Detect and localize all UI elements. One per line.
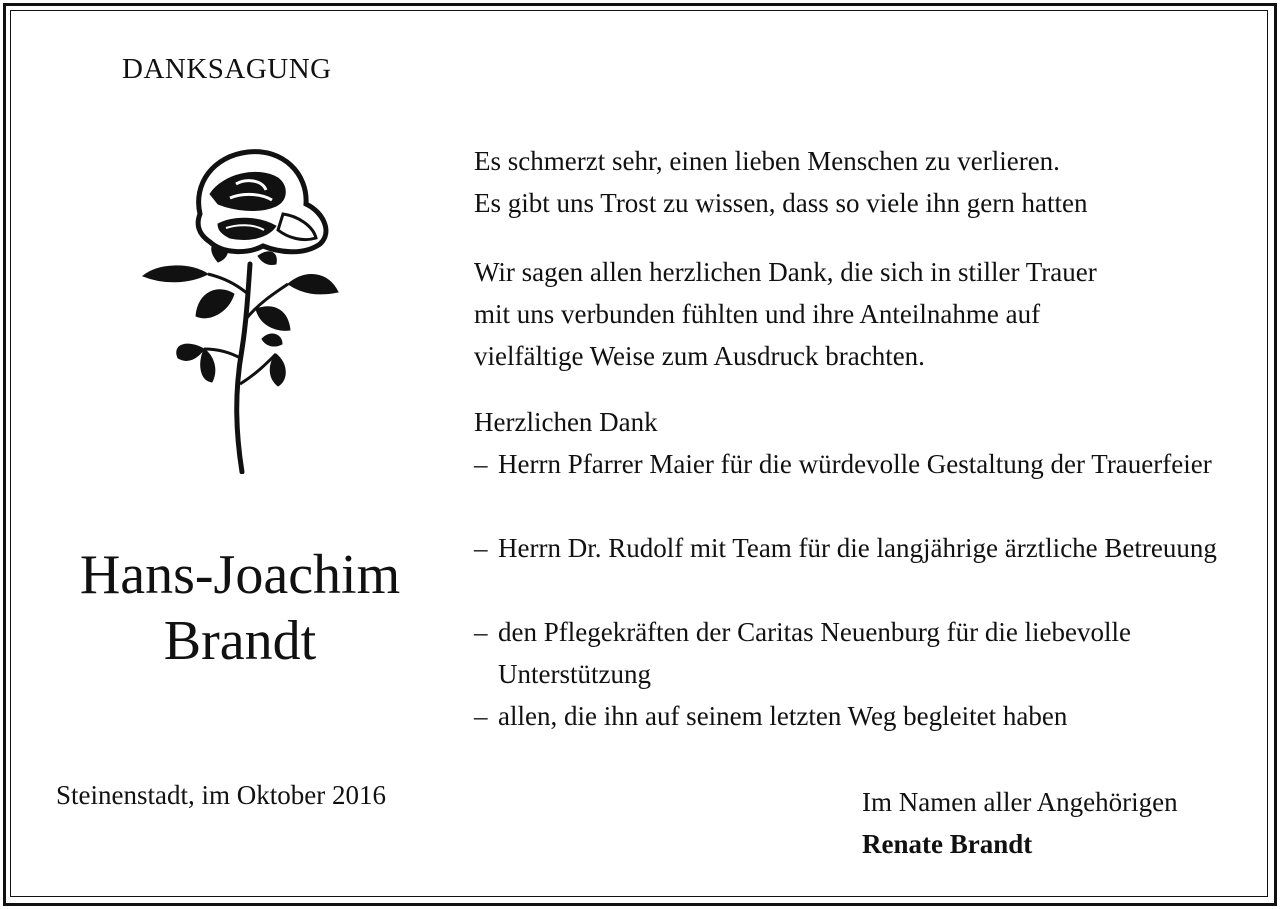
special-thanks-title: Herzlichen Dank — [474, 407, 658, 437]
rose-icon — [138, 144, 343, 474]
thanks-line-3: vielfältige Weise zum Ausdruck brachten. — [474, 341, 925, 371]
list-item-text: den Pflegekräften der Caritas Neuenburg für die liebevolle Unterstützung — [498, 617, 1132, 689]
list-item-text: Herrn Pfarrer Maier für die würdevolle Gestaltung der Trauerfeier — [498, 449, 1212, 479]
dash-bullet: – — [474, 701, 488, 731]
list-item-text: Herrn Dr. Rudolf mit Team für die langjährige ärztliche Betreuung — [498, 533, 1217, 563]
list-item — [474, 527, 1238, 569]
list-item — [474, 695, 1238, 737]
signoff-line: Im Namen aller Angehörigen — [862, 787, 1178, 817]
intro-line-2: Es gibt uns Trost zu wissen, dass so viele ihn gern hatten — [474, 188, 1088, 218]
place-and-date: Steinenstadt, im Oktober 2016 — [56, 780, 386, 810]
dash-bullet: – — [474, 617, 488, 647]
thanks-line-1: Wir sagen allen herzlichen Dank, die sich in stiller Trauer — [474, 257, 1097, 287]
thanks-line-2: mit uns verbunden fühlten und ihre Anteilnahme auf — [474, 299, 1041, 329]
notice-heading: DANKSAGUNG — [122, 53, 332, 85]
signoff-name: Renate Brandt — [862, 829, 1033, 859]
intro-line-1: Es schmerzt sehr, einen lieben Menschen zu verlieren. — [474, 146, 1060, 176]
signoff — [862, 781, 1178, 865]
dash-bullet: – — [474, 449, 488, 479]
dash-bullet: – — [474, 533, 488, 563]
list-item-text: allen, die ihn auf seinem letzten Weg begleitet haben — [498, 701, 1068, 731]
deceased-first-name: Hans-Joachim — [79, 544, 401, 606]
deceased-last-name: Brandt — [163, 610, 317, 672]
list-item — [474, 443, 1238, 485]
list-item — [474, 611, 1238, 695]
